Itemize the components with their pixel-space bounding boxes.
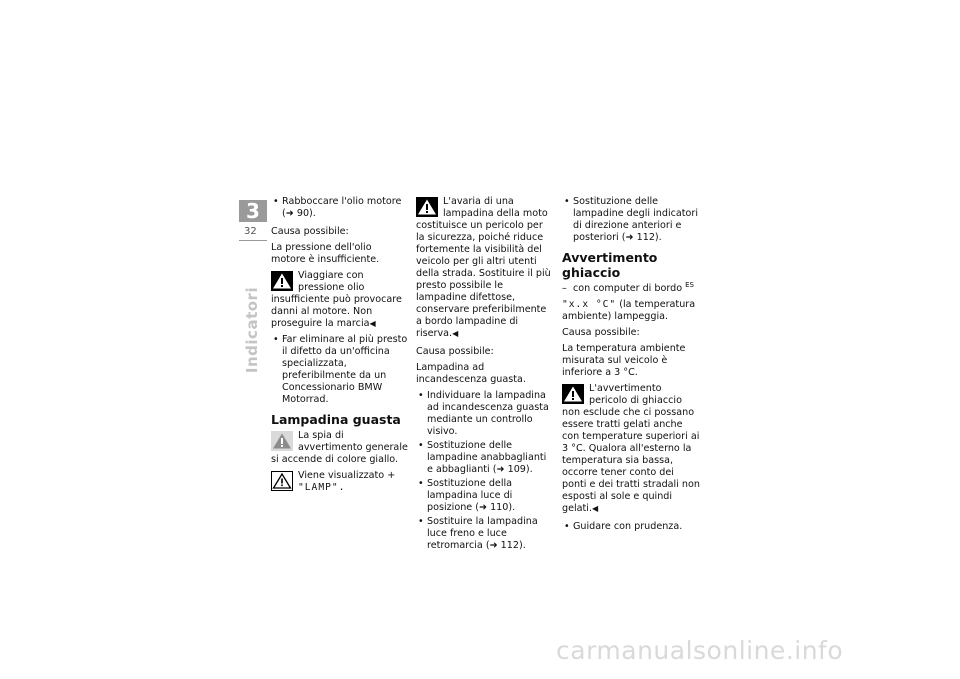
list-item: • Rabboccare l'olio motore (➜ 90).: [271, 196, 409, 220]
section-heading: Avvertimento ghiaccio: [562, 250, 658, 280]
cause-text: La pressione dell'olio motore è insufficiente.: [271, 242, 380, 265]
list-item: • Far eliminare al più presto il difetto da un'officina specializzata, preferibilmente da un Concessionario BMW Motorrad.: [271, 334, 409, 406]
display-text: "x.x °C" (la temperatura ambiente) lampeggia.: [562, 299, 696, 322]
page-reference-arrow-icon: ➜: [496, 464, 508, 475]
list-item: • Individuare la lampadina ad incandescenza guasta mediante un controllo visivo.: [416, 390, 554, 438]
end-of-section-icon: ◀: [592, 504, 599, 513]
warning-triangle-icon: [271, 271, 293, 291]
display-code: "LAMP".: [298, 482, 346, 493]
chapter-title: Indicatori: [243, 286, 261, 374]
equipment-code: ES: [685, 280, 694, 289]
end-of-section-icon: ◀: [452, 329, 459, 338]
end-of-section-icon: ◀: [369, 319, 376, 328]
page-reference-arrow-icon: ➜: [489, 540, 501, 551]
warning-note: Viaggiare con pressione olio insufficiente può provocare danni al motore. Non proseguire la marcia◀: [271, 270, 402, 329]
page-number: 32: [244, 226, 257, 237]
column-3: [562, 196, 700, 535]
section-heading: Lampadina guasta: [271, 412, 401, 427]
cause-label: Causa possibile:: [416, 346, 494, 357]
display-warning-icon: [271, 471, 293, 491]
warning-note: L'avvertimento pericolo di ghiaccio non esclude che ci possano essere tratti gelati anche con temperature superiori ai 3 °C. Qualora all'esterno la temperatura sia bassa, occorre tener conto dei ponti e dei tratti stradali non esposti al sole e quindi gelati.◀: [562, 383, 700, 514]
list-item: • Sostituzione delle lampadine degli indicatori di direzione anteriori e posteriori (➜ 112).: [562, 196, 700, 244]
warning-triangle-icon: [562, 384, 584, 404]
watermark: carmanualsonline.info: [556, 636, 844, 665]
chapter-divider: [239, 240, 267, 241]
warning-triangle-icon: [416, 197, 438, 217]
cause-text: Lampadina ad incandescenza guasta.: [416, 362, 526, 385]
general-warning-light-icon: [271, 431, 293, 451]
cause-label: Causa possibile:: [271, 226, 349, 237]
page-reference-arrow-icon: ➜: [625, 232, 637, 243]
column-2: [416, 196, 554, 554]
list-item: • Sostituire la lampadina luce freno e luce retromarcia (➜ 112).: [416, 516, 554, 552]
cause-text: La temperatura ambiente misurata sul veicolo è inferiore a 3 °C.: [562, 343, 686, 378]
list-item: • Guidare con prudenza.: [562, 521, 700, 533]
list-item: • Sostituzione delle lampadine anabbaglianti e abbaglianti (➜ 109).: [416, 440, 554, 476]
warning-light-note: La spia di avvertimento generale si accende di colore giallo.: [271, 430, 408, 465]
column-1: [271, 196, 409, 498]
page-reference-arrow-icon: ➜: [478, 502, 491, 513]
list-item: • Sostituzione della lampadina luce di posizione (➜ 110).: [416, 478, 554, 514]
equipment-note: – con computer di bordo $^{ES}$: [562, 283, 700, 295]
display-note: Viene visualizzato + "LAMP".: [271, 470, 409, 494]
display-code: "x.x °C": [562, 299, 617, 310]
chapter-number: 3: [239, 200, 267, 222]
page-reference: (➜ 90).: [282, 208, 316, 219]
page-reference-arrow-icon: ➜: [285, 208, 297, 219]
warning-note: L'avaria di una lampadina della moto costituisce un pericolo per la sicurezza, poiché riduce fortemente la visibilità del veicolo per gli altri utenti della strada. Sostituire il più presto possibile le lampadine difettose, conservare preferibilmente a bordo lampadine di riserva.◀: [416, 196, 551, 339]
cause-label: Causa possibile:: [562, 327, 640, 338]
